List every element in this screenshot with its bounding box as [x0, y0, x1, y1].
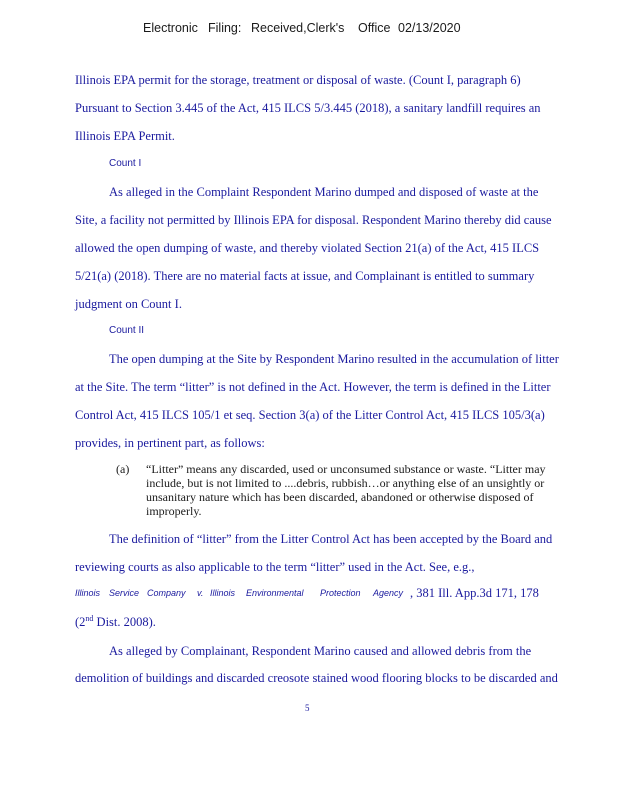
- district-ordinal: nd: [85, 613, 94, 623]
- body-line: The open dumping at the Site by Respondent Marino resulted in the accumulation of litter: [109, 352, 559, 366]
- body-line: Illinois EPA Permit.: [75, 129, 175, 143]
- citation-reporter: , 381 Ill. App.3d 171, 178: [410, 586, 539, 600]
- citation-word: Service: [109, 588, 140, 598]
- citation-word: v.: [197, 588, 204, 598]
- citation-word: Illinois: [210, 588, 236, 598]
- header-office: Office: [358, 21, 391, 35]
- header-electronic: Electronic: [143, 21, 198, 35]
- count-ii-heading: Count II: [109, 325, 145, 336]
- body-line: (2nd Dist. 2008).: [75, 613, 156, 629]
- header-filing: Filing:: [208, 21, 242, 35]
- body-line: 5/21(a) (2018). There are no material facts at issue, and Complainant is entitled to summary: [75, 269, 535, 283]
- body-line: demolition of buildings and discarded creosote stained wood flooring blocks to be discarded and: [75, 671, 558, 685]
- citation-word: Protection: [320, 588, 361, 598]
- body-line: reviewing courts as also applicable to the term “litter” used in the Act. See, e.g.,: [75, 560, 475, 574]
- body-line: Illinois EPA permit for the storage, treatment or disposal of waste. (Count I, paragraph 6): [75, 73, 521, 87]
- body-line: Site, a facility not permitted by Illinois EPA for disposal. Respondent Marino thereby did cause: [75, 213, 552, 227]
- body-line: provides, in pertinent part, as follows:: [75, 436, 265, 450]
- litter-definition-quote: [116, 462, 586, 520]
- body-line: Pursuant to Section 3.445 of the Act, 415 ILCS 5/3.445 (2018), a sanitary landfill requires an: [75, 101, 541, 115]
- header-received: Received,Clerk's: [251, 21, 345, 35]
- body-line: The definition of “litter” from the Litter Control Act has been accepted by the Board and: [109, 532, 553, 546]
- body-line: at the Site. The term “litter” is not defined in the Act. However, the term is defined in the Litter: [75, 380, 551, 394]
- electronic-filing-header: [0, 21, 618, 37]
- body-line: As alleged in the Complaint Respondent Marino dumped and disposed of waste at the: [109, 185, 539, 199]
- district-number: 2: [79, 615, 86, 629]
- header-date: 02/13/2020: [398, 21, 461, 35]
- citation-word: Company: [147, 588, 186, 598]
- citation-word: Agency: [373, 588, 404, 598]
- body-line: allowed the open dumping of waste, and thereby violated Section 21(a) of the Act, 415 ILCS: [75, 241, 540, 255]
- count-i-heading: Count I: [109, 158, 142, 169]
- quote-text: “Litter” means any discarded, used or unconsumed substance or waste. “Litter may include, but is not limited to ....debris, rubbish…or anything else of an unsightly or unsanitary nature which has been discarded, abandoned or otherwise disposed of improperly.: [146, 462, 546, 518]
- quote-label: (a): [116, 462, 130, 476]
- body-line: Control Act, 415 ILCS 105/1 et seq. Section 3(a) of the Litter Control Act, 415 ILCS 105/3(a): [75, 408, 545, 422]
- citation-word: Environmental: [246, 588, 304, 598]
- citation-word: Illinois: [75, 588, 101, 598]
- body-line: As alleged by Complainant, Respondent Marino caused and allowed debris from the: [109, 644, 532, 658]
- page-number: 5: [305, 703, 310, 713]
- district-rest: Dist. 2008).: [93, 615, 156, 629]
- body-line: judgment on Count I.: [75, 297, 182, 311]
